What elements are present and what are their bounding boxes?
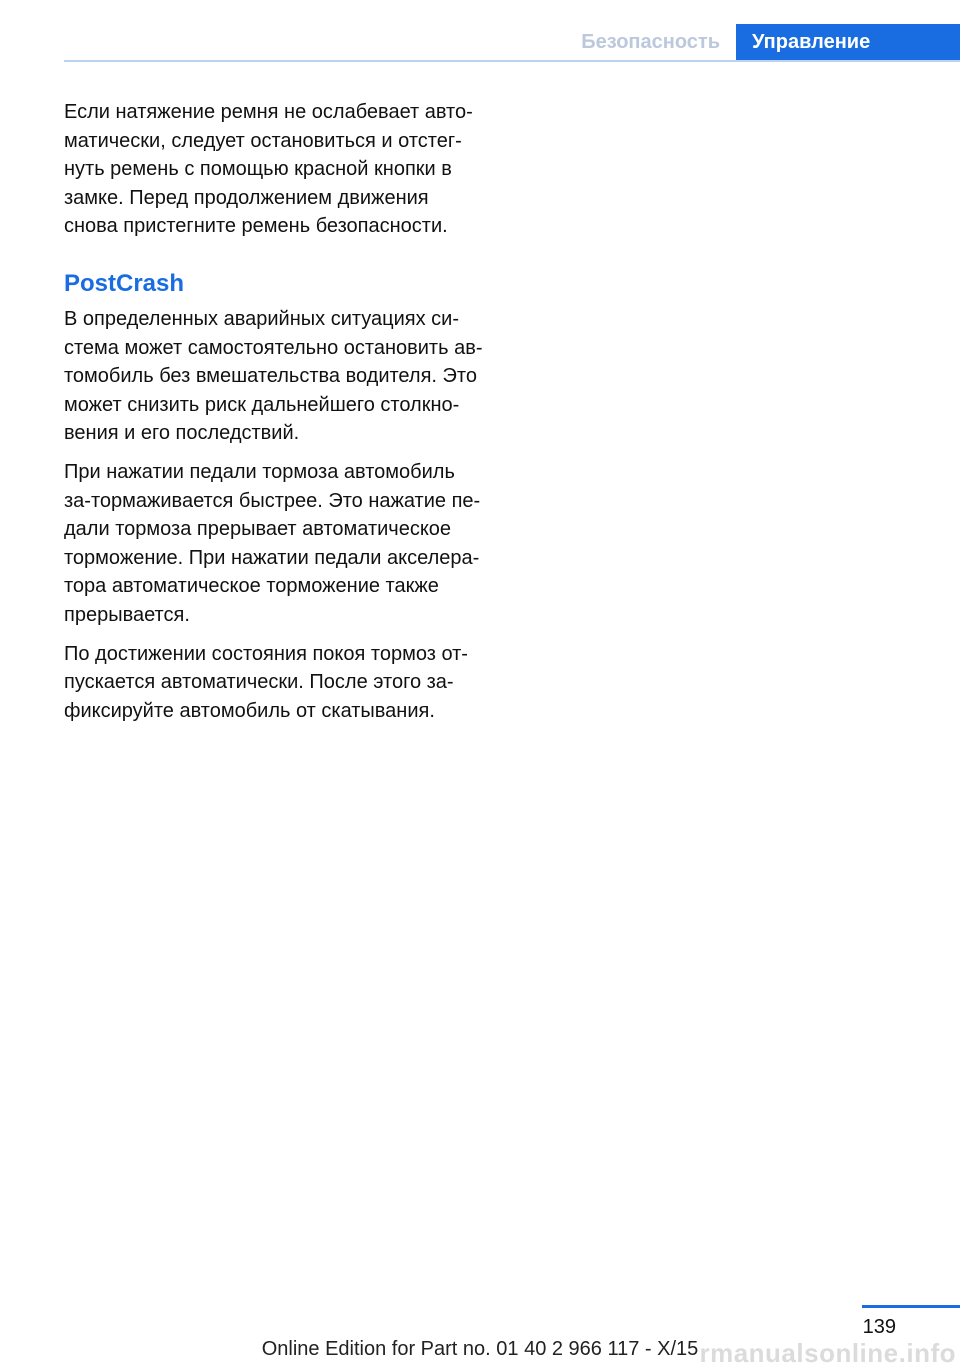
paragraph-1: В определенных аварийных ситуациях си-стема может самостоятельно остановить ав-томобиль без вмешательства водителя. Это может снизить риск дальнейшего столкно-вения и его последствий.: [64, 307, 483, 445]
paragraph-3: По достижении состояния покоя тормоз от-пускается автоматически. После этого за-фиксируйте автомобиль от скатывания.: [64, 642, 468, 722]
main-content: [64, 98, 484, 735]
intro-paragraph: Если натяжение ремня не ослабевает авто-матически, следует остановиться и отстег-нуть ремень с помощью красной кнопки в замке. Перед продолжением движения снова пристегните ремень безопасности.: [64, 101, 473, 238]
watermark-text: rmanualsonline.info: [699, 1338, 956, 1368]
section-heading: PostCrash: [64, 269, 185, 297]
page-number: 139: [862, 1316, 896, 1338]
header-tabs: [563, 24, 960, 61]
edition-footer: Online Edition for Part no. 01 40 2 966 117 - X/15: [261, 1338, 699, 1360]
paragraph-2: При нажатии педали тормоза автомобиль за-тормаживается быстрее. Это нажатие пе-дали тормоза прерывает автоматическое торможение. При нажатии педали акселера-тора автоматическое торможение также прерывается.: [64, 460, 481, 626]
page-number-rule: [862, 1305, 960, 1308]
tab-section-safety[interactable]: Безопасность: [563, 24, 736, 61]
header-divider: [64, 60, 960, 62]
tab-chapter-controls[interactable]: Управление: [736, 24, 960, 61]
